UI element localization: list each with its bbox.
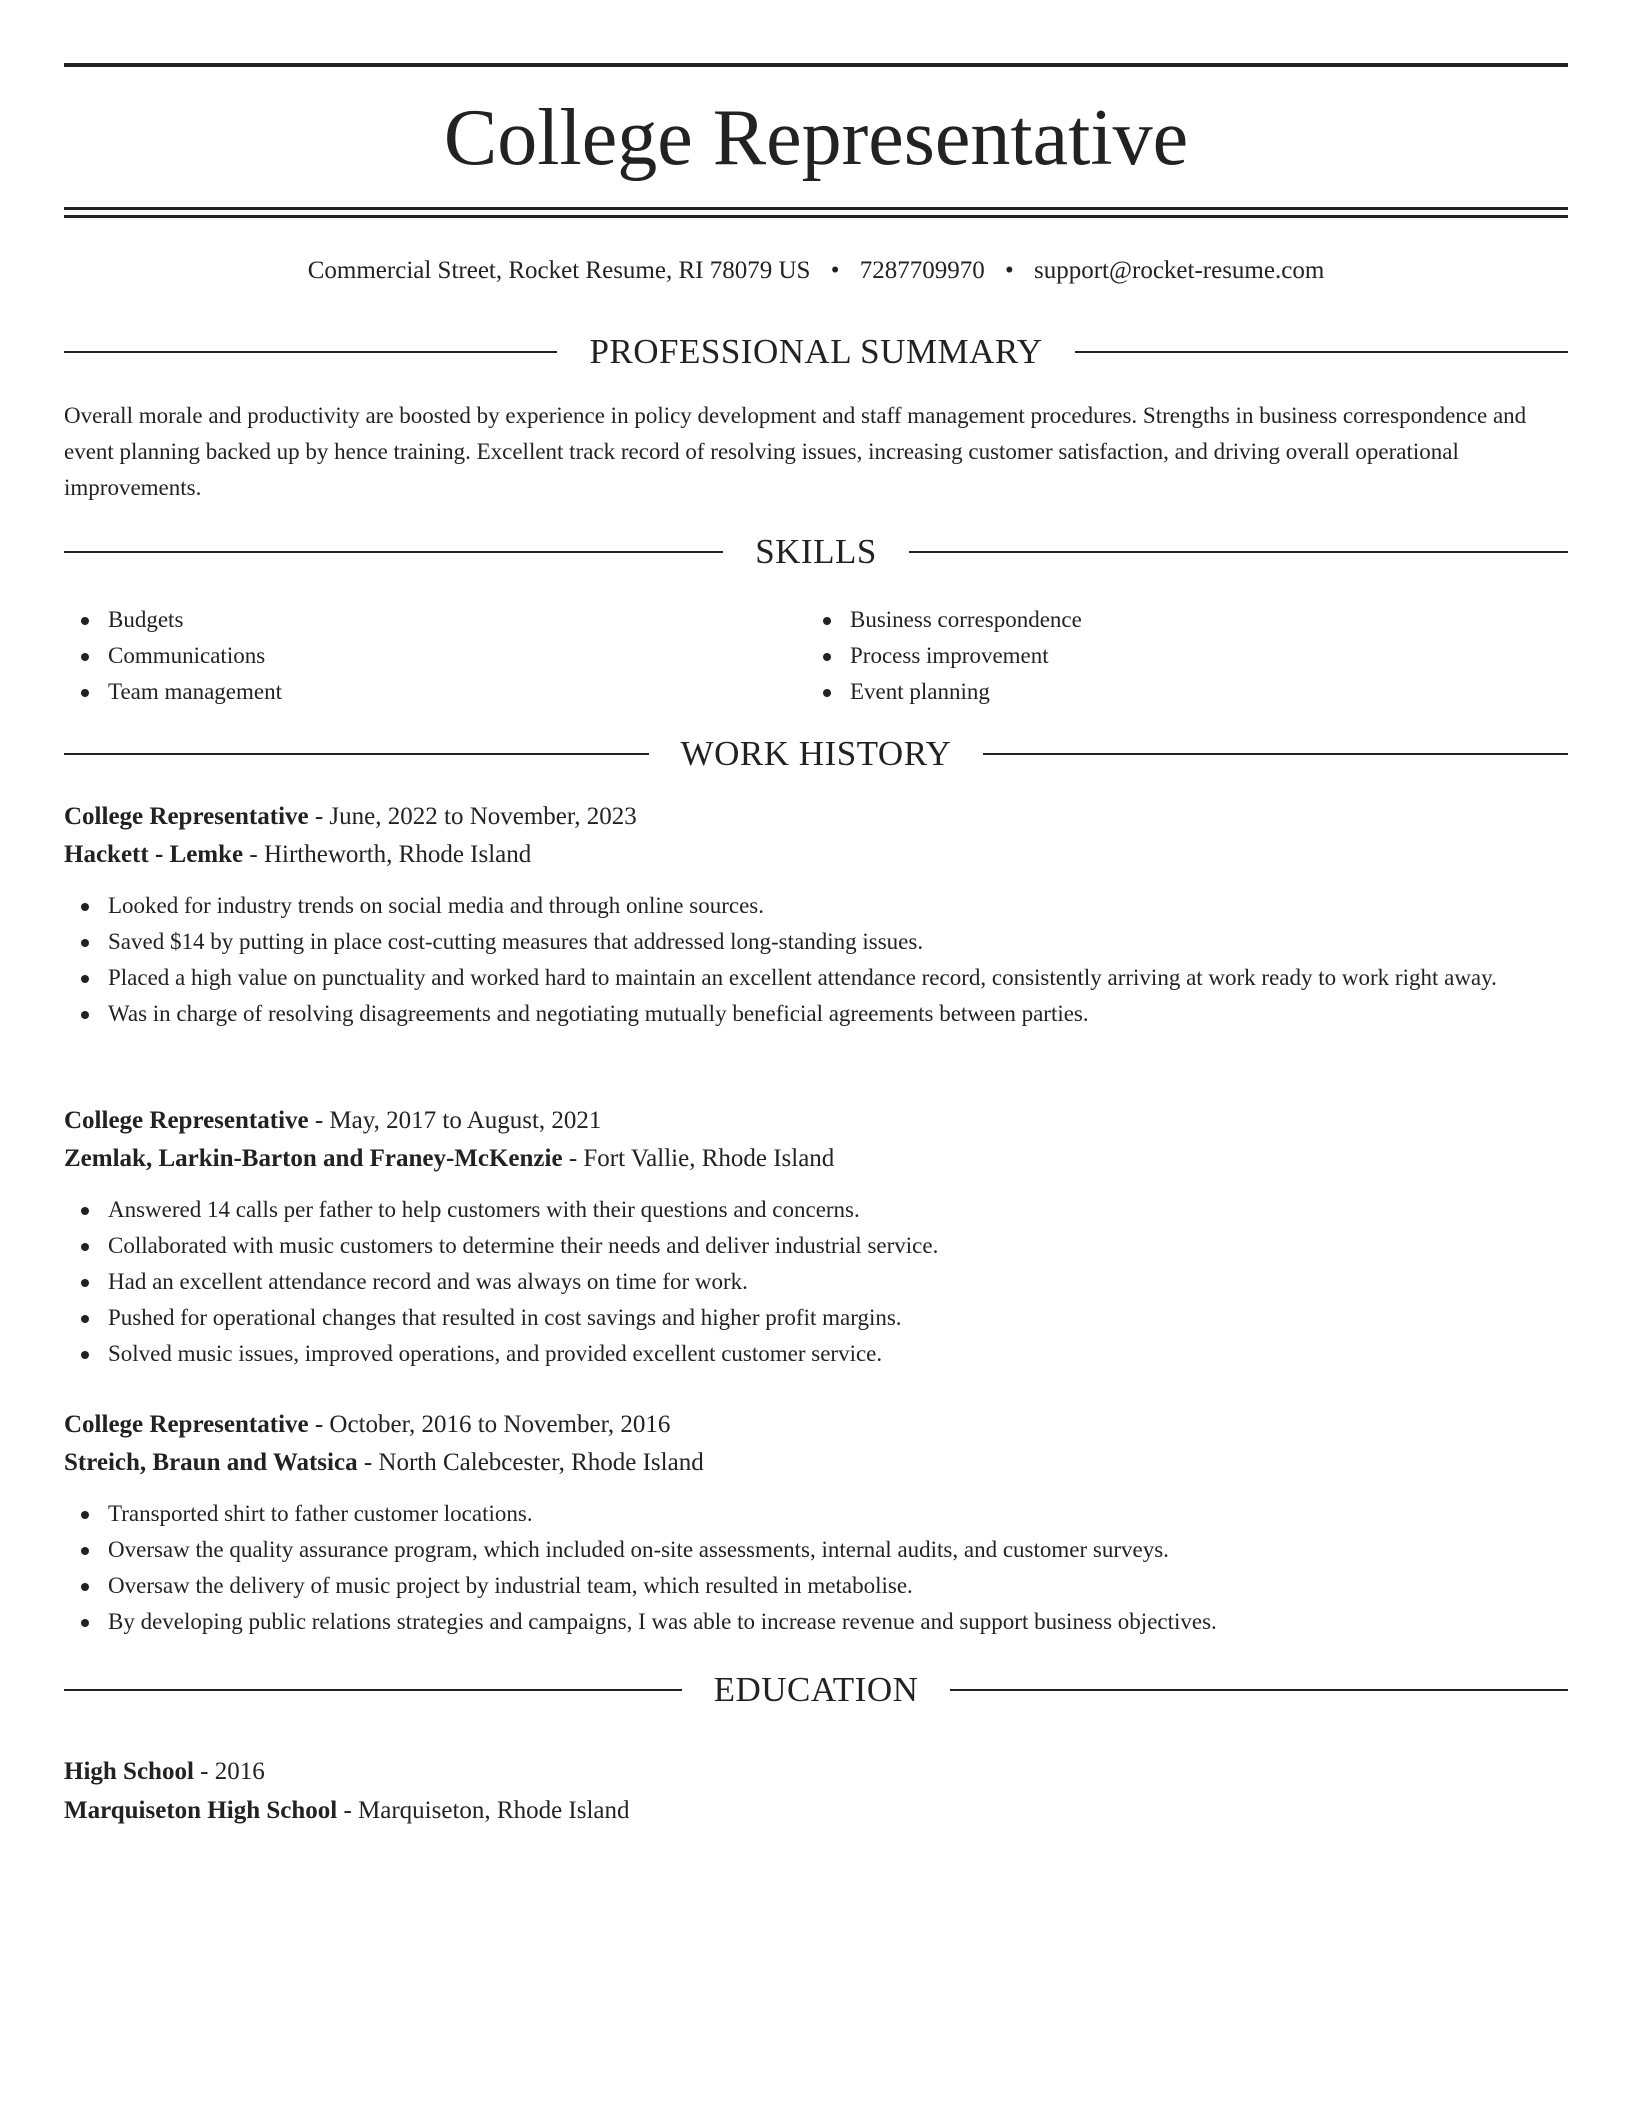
job-title: College Representative bbox=[64, 1411, 309, 1438]
education-degree-line bbox=[64, 1752, 1568, 1791]
contact-line bbox=[64, 253, 1568, 289]
job-title: College Representative bbox=[64, 1107, 309, 1134]
job-company-line bbox=[64, 836, 1568, 874]
skill-item: Budgets bbox=[64, 602, 806, 638]
job-bullet: Saved $14 by putting in place cost-cutting measures that addressed long-standing issues. bbox=[64, 924, 1568, 960]
section-header-skills bbox=[64, 530, 1568, 574]
job-bullet: Collaborated with music customers to determine their needs and deliver industrial service. bbox=[64, 1228, 1568, 1264]
skill-item: Event planning bbox=[806, 674, 1548, 710]
job-company: Zemlak, Larkin-Barton and Franey-McKenzie bbox=[64, 1145, 563, 1172]
section-title-work: WORK HISTORY bbox=[680, 734, 952, 773]
section-rule-left bbox=[64, 351, 557, 353]
job-bullets bbox=[64, 1192, 1568, 1372]
contact-email: support@rocket-resume.com bbox=[1033, 257, 1325, 284]
skills-column-right bbox=[806, 602, 1548, 710]
job-dates: - October, 2016 to November, 2016 bbox=[308, 1411, 671, 1438]
section-rule-right bbox=[983, 753, 1568, 755]
candidate-name: College Representative bbox=[443, 94, 1189, 182]
section-rule-right bbox=[909, 551, 1568, 553]
job-dates: - May, 2017 to August, 2021 bbox=[308, 1107, 602, 1134]
job-company-line bbox=[64, 1444, 1568, 1482]
job-entry bbox=[64, 1102, 1568, 1372]
education-year: - 2016 bbox=[193, 1758, 265, 1785]
section-rule-left bbox=[64, 551, 723, 553]
job-bullet: Looked for industry trends on social media and through online sources. bbox=[64, 888, 1568, 924]
header-top-rule bbox=[64, 63, 1568, 67]
job-entry bbox=[64, 798, 1568, 1032]
job-title: College Representative bbox=[64, 803, 309, 830]
job-company-line bbox=[64, 1140, 1568, 1178]
job-dates: - June, 2022 to November, 2023 bbox=[308, 803, 637, 830]
job-location: - Fort Vallie, Rhode Island bbox=[562, 1145, 835, 1172]
job-bullet: Oversaw the delivery of music project by industrial team, which resulted in metabolise. bbox=[64, 1568, 1568, 1604]
skill-item: Team management bbox=[64, 674, 806, 710]
header-double-rule-upper bbox=[64, 207, 1568, 210]
section-title-skills: SKILLS bbox=[755, 532, 877, 571]
education-location: - Marquiseton, Rhode Island bbox=[337, 1797, 630, 1824]
job-bullet: Pushed for operational changes that resulted in cost savings and higher profit margins. bbox=[64, 1300, 1568, 1336]
education-school-line bbox=[64, 1791, 1568, 1830]
job-bullet: Answered 14 calls per father to help customers with their questions and concerns. bbox=[64, 1192, 1568, 1228]
section-title-summary: PROFESSIONAL SUMMARY bbox=[589, 332, 1043, 371]
section-header-work bbox=[64, 732, 1568, 776]
section-header-education bbox=[64, 1668, 1568, 1712]
section-rule-left bbox=[64, 753, 649, 755]
section-header-summary bbox=[64, 330, 1568, 374]
skills-column-left bbox=[64, 602, 806, 710]
section-rule-left bbox=[64, 1689, 682, 1691]
job-bullet: Oversaw the quality assurance program, which included on-site assessments, internal audits, and customer surveys. bbox=[64, 1532, 1568, 1568]
job-bullet: Transported shirt to father customer locations. bbox=[64, 1496, 1568, 1532]
job-location: - North Calebcester, Rhode Island bbox=[357, 1449, 704, 1476]
summary-text: Overall morale and productivity are boosted by experience in policy development and staff management procedures. Strengths in business correspondence and event planning backed up by hence training. Excellent track record of resolving issues, increasing customer satisfaction, and driving overall operational improvements. bbox=[64, 403, 1527, 500]
job-entry bbox=[64, 1406, 1568, 1640]
skill-item: Business correspondence bbox=[806, 602, 1548, 638]
education-entry bbox=[64, 1752, 1568, 1830]
contact-phone: 7287709970 bbox=[859, 257, 985, 284]
section-rule-right bbox=[950, 1689, 1568, 1691]
job-bullet: By developing public relations strategies and campaigns, I was able to increase revenue and support business objectives. bbox=[64, 1604, 1568, 1640]
section-title-education: EDUCATION bbox=[713, 1670, 919, 1709]
job-company: Streich, Braun and Watsica bbox=[64, 1449, 358, 1476]
skills-list bbox=[64, 602, 1568, 710]
job-bullets bbox=[64, 1496, 1568, 1640]
contact-separator: • bbox=[830, 257, 840, 284]
job-location: - Hirtheworth, Rhode Island bbox=[243, 841, 532, 868]
job-title-line bbox=[64, 798, 1568, 836]
job-bullet: Had an excellent attendance record and was always on time for work. bbox=[64, 1264, 1568, 1300]
job-company: Hackett - Lemke bbox=[64, 841, 244, 868]
skill-item: Process improvement bbox=[806, 638, 1548, 674]
resume-page bbox=[64, 0, 1568, 2112]
job-bullet: Was in charge of resolving disagreements and negotiating mutually beneficial agreements between parties. bbox=[64, 996, 1568, 1032]
contact-address: Commercial Street, Rocket Resume, RI 78079 US bbox=[307, 257, 811, 284]
job-title-line bbox=[64, 1406, 1568, 1444]
job-title-line bbox=[64, 1102, 1568, 1140]
skill-item: Communications bbox=[64, 638, 806, 674]
education-degree: High School bbox=[64, 1758, 194, 1785]
job-bullet: Placed a high value on punctuality and worked hard to maintain an excellent attendance record, consistently arriving at work ready to work right away. bbox=[64, 960, 1568, 996]
education-school: Marquiseton High School bbox=[64, 1797, 338, 1824]
section-rule-right bbox=[1075, 351, 1568, 353]
header-double-rule-lower bbox=[64, 215, 1568, 218]
contact-separator: • bbox=[1004, 257, 1014, 284]
job-bullet: Solved music issues, improved operations, and provided excellent customer service. bbox=[64, 1336, 1568, 1372]
job-bullets bbox=[64, 888, 1568, 1032]
